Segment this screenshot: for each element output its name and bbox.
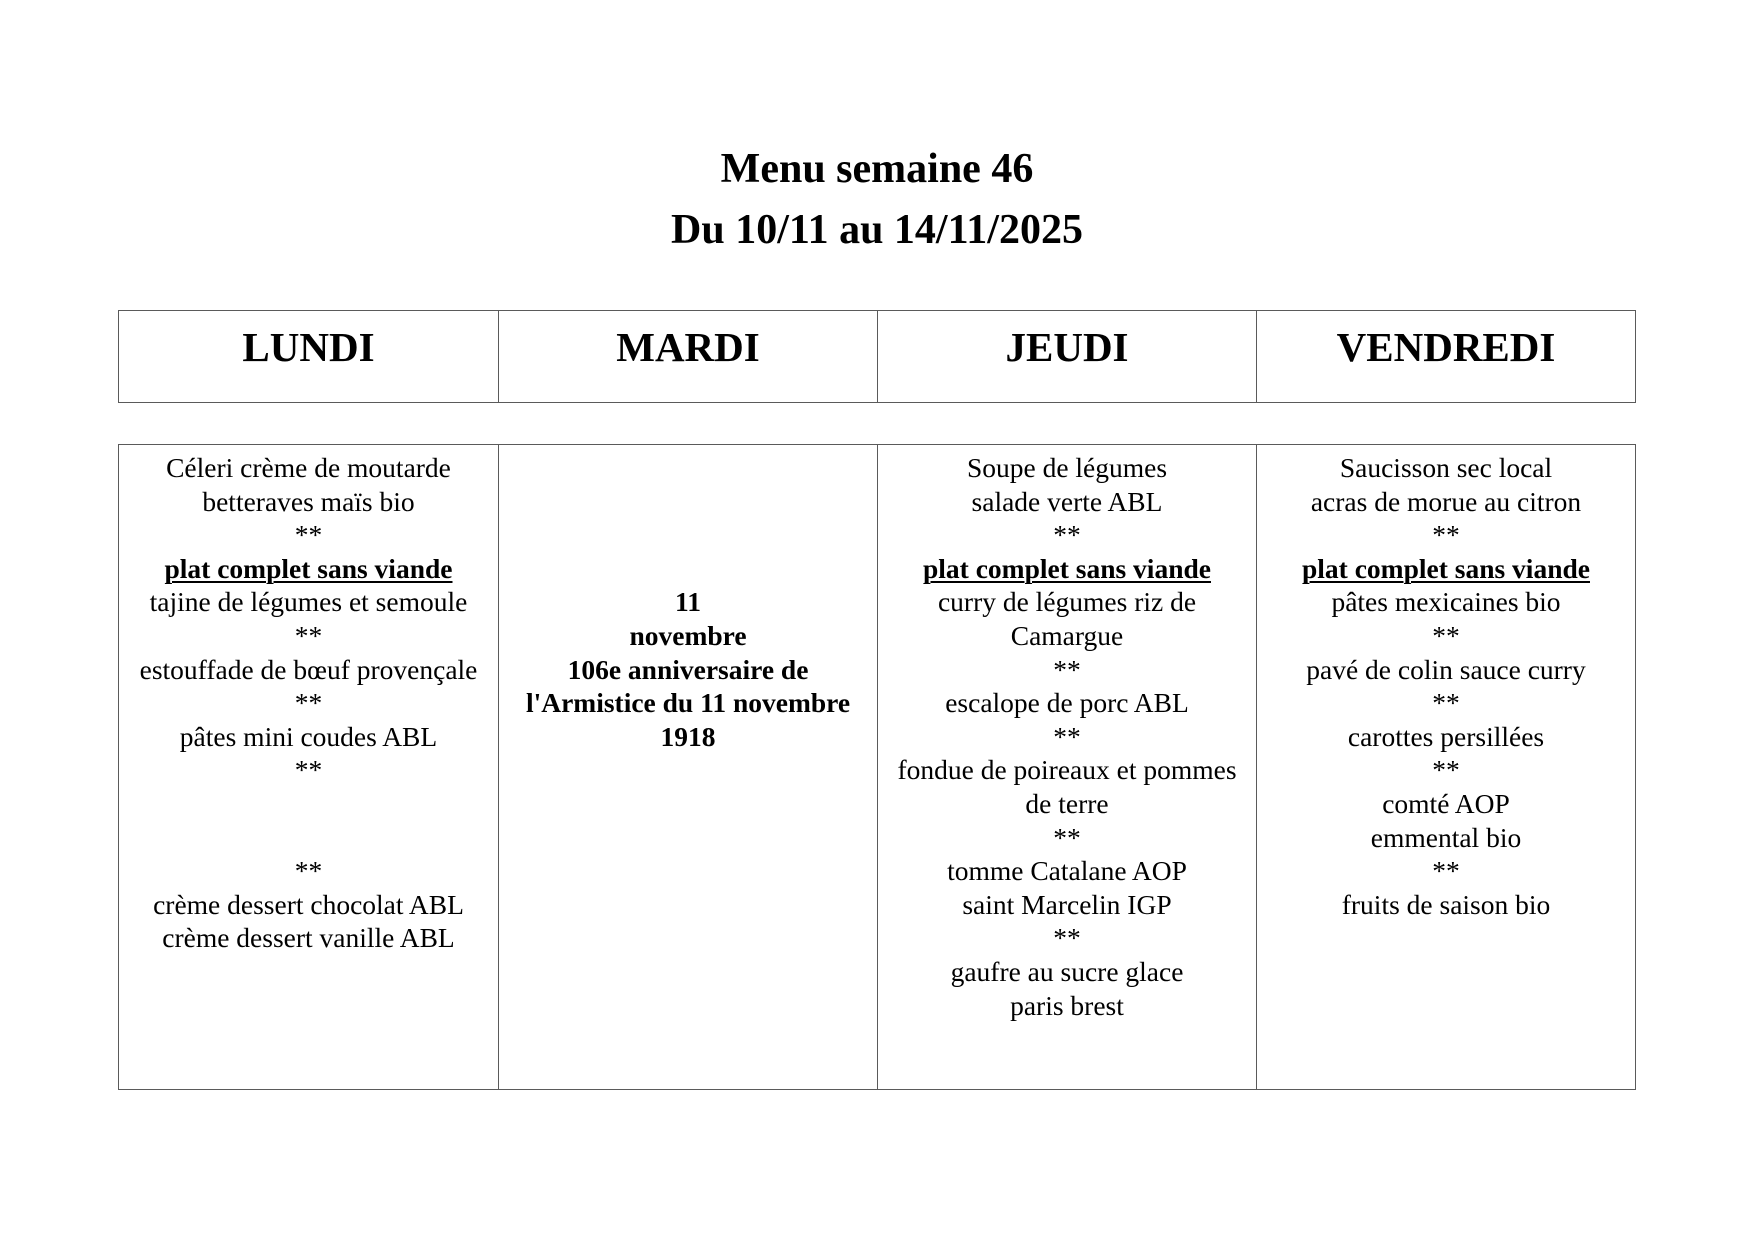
course-separator: ** bbox=[1432, 855, 1460, 887]
menu-line: tajine de légumes et semoule bbox=[149, 586, 468, 618]
course-separator: ** bbox=[1432, 687, 1460, 719]
day-header-lundi: LUNDI bbox=[242, 324, 375, 370]
menu-table bbox=[118, 444, 1636, 1090]
menu-line: emmental bio bbox=[1370, 821, 1522, 853]
course-separator: ** bbox=[1432, 754, 1460, 786]
menu-cell-lundi bbox=[119, 445, 498, 1089]
menu-line: paris brest bbox=[1010, 989, 1124, 1021]
day-header-jeudi: JEUDI bbox=[877, 311, 1256, 402]
date-range: Du 10/11 au 14/11/2025 bbox=[671, 207, 1083, 253]
course-separator: ** bbox=[294, 855, 323, 887]
menu-line: estouffade de bœuf provençale bbox=[139, 653, 478, 685]
blank-line bbox=[499, 485, 877, 519]
menu-line: novembre bbox=[629, 619, 747, 651]
page-title: Menu semaine 46 bbox=[720, 146, 1034, 192]
menu-line: pâtes mini coudes ABL bbox=[179, 720, 438, 752]
menu-cell-mardi bbox=[498, 445, 877, 1089]
menu-line: 11 bbox=[675, 586, 701, 618]
menu-line: gaufre au sucre glace bbox=[950, 955, 1184, 987]
menu-line: 1918 bbox=[660, 720, 716, 752]
course-separator: ** bbox=[294, 519, 323, 551]
course-separator: ** bbox=[1053, 922, 1081, 954]
menu-line: tomme Catalane AOP bbox=[947, 855, 1187, 887]
menu-line: curry de légumes riz de bbox=[937, 586, 1197, 618]
menu-line: salade verte ABL bbox=[971, 485, 1163, 517]
blank-line bbox=[499, 552, 877, 586]
blank-line bbox=[499, 451, 877, 485]
menu-line: Saucisson sec local bbox=[1339, 452, 1553, 483]
menu-line: fondue de poireaux et pommes bbox=[897, 754, 1237, 786]
course-separator: ** bbox=[294, 754, 323, 786]
menu-line: acras de morue au citron bbox=[1310, 485, 1582, 517]
course-separator: ** bbox=[1053, 821, 1081, 853]
menu-line: Soupe de légumes bbox=[966, 452, 1168, 483]
menu-line: Camargue bbox=[1010, 619, 1124, 651]
menu-line: pâtes mexicaines bio bbox=[1331, 586, 1561, 618]
menu-line: l'Armistice du 11 novembre bbox=[525, 687, 851, 719]
blank-line bbox=[119, 787, 498, 821]
menu-cell-jeudi bbox=[877, 445, 1256, 1089]
menu-line: Céleri crème de moutarde bbox=[166, 452, 451, 483]
menu-line: crème dessert vanille ABL bbox=[162, 922, 455, 954]
section-heading: plat complet sans viande bbox=[922, 552, 1211, 584]
section-heading: plat complet sans viande bbox=[1301, 552, 1590, 584]
day-header-table bbox=[118, 310, 1636, 403]
day-header-mardi: MARDI bbox=[498, 311, 877, 402]
menu-line: carottes persillées bbox=[1347, 720, 1545, 752]
menu-line: escalope de porc ABL bbox=[945, 687, 1189, 719]
blank-line bbox=[119, 821, 498, 855]
menu-line: fruits de saison bio bbox=[1341, 888, 1551, 920]
menu-line: betteraves maïs bio bbox=[202, 485, 415, 517]
menu-line: saint Marcelin IGP bbox=[962, 888, 1172, 920]
course-separator: ** bbox=[1053, 519, 1081, 551]
course-separator: ** bbox=[294, 687, 323, 719]
course-separator: ** bbox=[1432, 519, 1460, 551]
menu-line: crème dessert chocolat ABL bbox=[153, 888, 464, 920]
blank-line bbox=[499, 518, 877, 552]
course-separator: ** bbox=[1053, 653, 1081, 685]
day-header-vendredi: VENDREDI bbox=[1256, 311, 1635, 402]
menu-line: pavé de colin sauce curry bbox=[1306, 653, 1586, 685]
course-separator: ** bbox=[294, 619, 323, 651]
menu-line: de terre bbox=[1025, 787, 1109, 819]
menu-cell-vendredi bbox=[1256, 445, 1635, 1089]
menu-line: 106e anniversaire de bbox=[567, 653, 809, 685]
menu-line: comté AOP bbox=[1382, 787, 1510, 819]
section-heading: plat complet sans viande bbox=[164, 552, 453, 584]
course-separator: ** bbox=[1432, 619, 1460, 651]
course-separator: ** bbox=[1053, 720, 1081, 752]
